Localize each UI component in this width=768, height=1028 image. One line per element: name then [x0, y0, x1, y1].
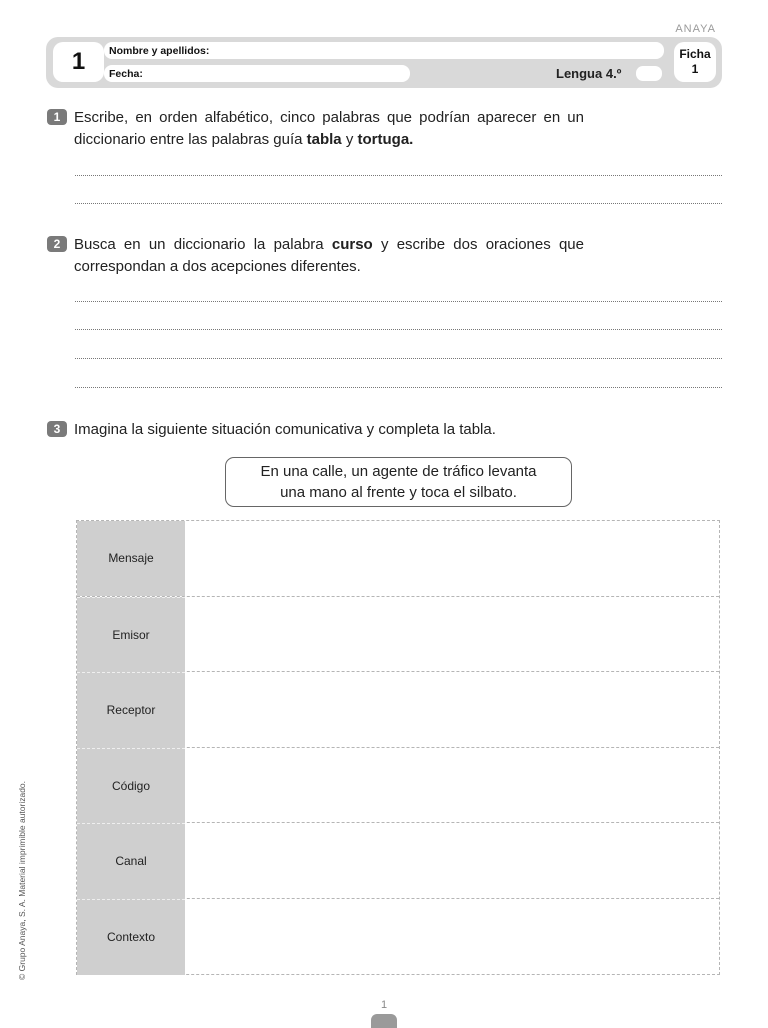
- answer-cell-mensaje[interactable]: [185, 521, 719, 596]
- exercise-instruction: Escribe, en orden alfabético, cinco palabras que podrían aparecer en un diccionario entre las palabras guía tabla y tortuga.: [74, 109, 584, 148]
- publisher-logo: ANAYA: [675, 23, 716, 35]
- situation-box: [225, 457, 572, 507]
- table-row: [77, 823, 719, 899]
- table-row: [77, 521, 719, 597]
- ficha-badge: [674, 42, 716, 82]
- situation-line: una mano al frente y toca el silbato.: [280, 484, 517, 501]
- answer-cell-codigo[interactable]: [185, 748, 719, 823]
- unit-number: 1: [53, 42, 104, 82]
- exercise-instruction: Imagina la siguiente situación comunicativa y completa la tabla.: [74, 421, 496, 438]
- table-row: [77, 748, 719, 824]
- ficha-number: 1: [691, 62, 699, 76]
- date-label: Fecha:: [109, 67, 143, 80]
- answer-line[interactable]: [75, 175, 722, 176]
- name-label: Nombre y apellidos:: [109, 44, 210, 57]
- row-label-contexto: Contexto: [77, 899, 185, 976]
- answer-line[interactable]: [75, 301, 722, 302]
- exercise-number: 1: [47, 109, 67, 125]
- row-label-canal: Canal: [77, 823, 185, 899]
- subject-label: Lengua 4.º: [556, 66, 622, 81]
- situation-line: En una calle, un agente de tráfico levanta: [260, 463, 537, 480]
- answer-line[interactable]: [75, 329, 722, 330]
- exercise-number: 2: [47, 236, 67, 252]
- row-label-mensaje: Mensaje: [77, 521, 185, 596]
- answer-cell-canal[interactable]: [185, 823, 719, 898]
- row-label-codigo: Código: [77, 748, 185, 824]
- answer-cell-emisor[interactable]: [185, 597, 719, 672]
- answer-cell-receptor[interactable]: [185, 672, 719, 747]
- row-label-receptor: Receptor: [77, 672, 185, 748]
- communication-table: [76, 520, 720, 975]
- row-label-emisor: Emisor: [77, 597, 185, 673]
- date-field[interactable]: [104, 65, 410, 82]
- worksheet-header: [46, 37, 722, 88]
- answer-line[interactable]: [75, 387, 722, 388]
- table-row: [77, 899, 719, 975]
- answer-line[interactable]: [75, 203, 722, 204]
- exercise-number: 3: [47, 421, 67, 437]
- copyright-notice: © Grupo Anaya, S. A. Material imprimible autorizado.: [17, 780, 27, 980]
- exercise-instruction: Busca en un diccionario la palabra curso y escribe dos oraciones que correspondan a dos acepciones diferentes.: [74, 236, 584, 275]
- page-number: 1: [380, 999, 388, 1011]
- answer-cell-contexto[interactable]: [185, 899, 719, 975]
- table-row: [77, 597, 719, 673]
- name-field[interactable]: [104, 42, 664, 59]
- table-row: [77, 672, 719, 748]
- ficha-label: Ficha: [679, 47, 711, 61]
- course-field[interactable]: [636, 66, 662, 81]
- page-tab: [371, 1014, 397, 1028]
- answer-line[interactable]: [75, 358, 722, 359]
